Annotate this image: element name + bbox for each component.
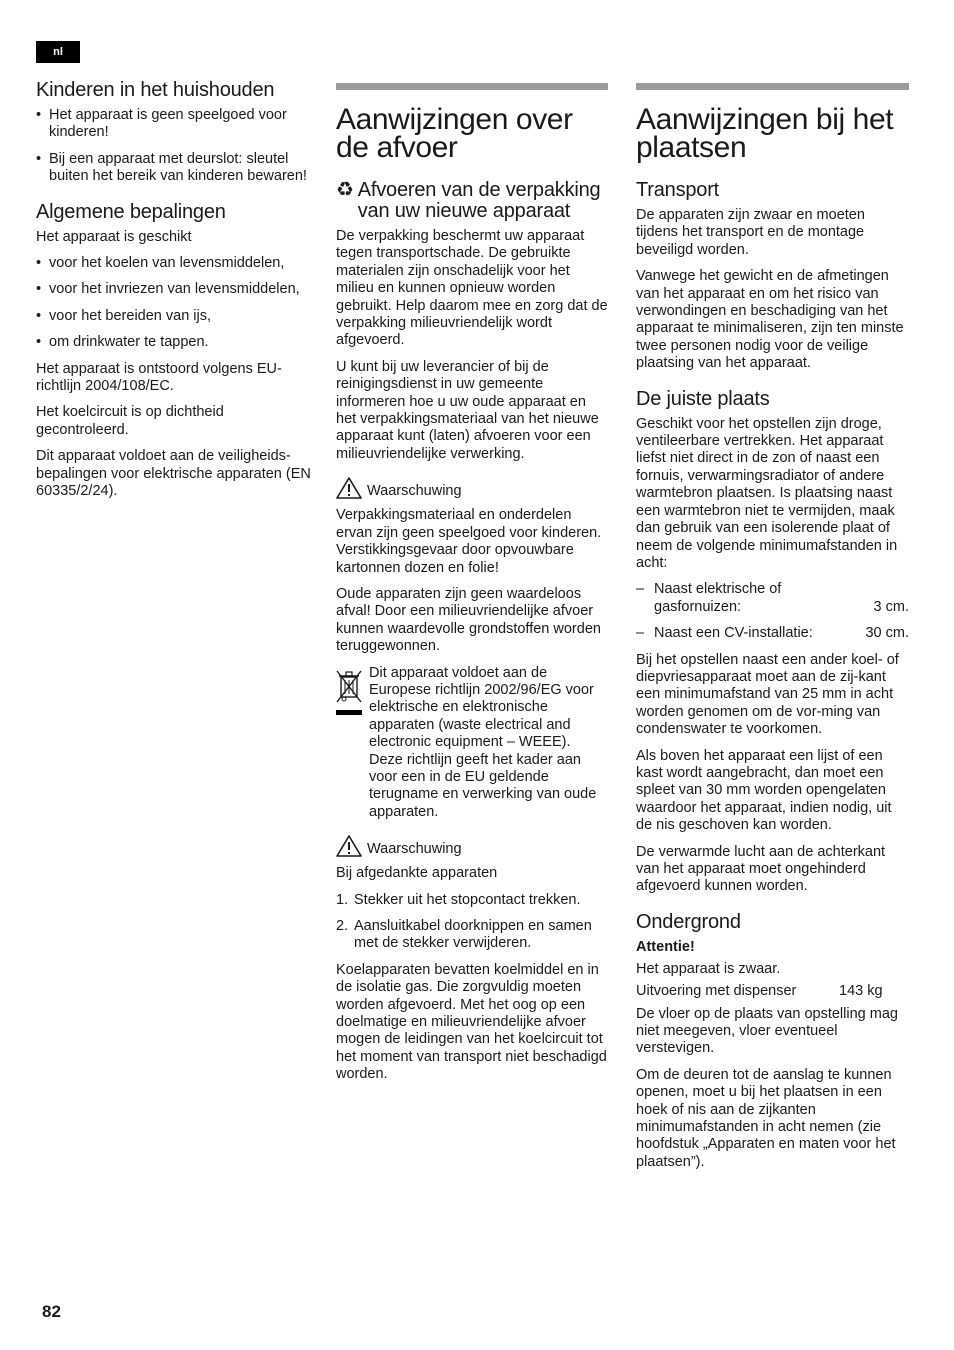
weee-notice [336,665,608,822]
column-left [36,80,316,510]
section-title-packaging [336,180,608,222]
paragraph: Als boven het apparaat een lijst of een kast wordt aangebracht, dan moet een spleet van 30 mm worden opengelaten waardoor het apparaat, indien nodig, uit de nis geschoven kan worden. [636,747,892,834]
section-rule [636,83,909,90]
list-item [336,892,608,909]
distance-value: 30 cm. [865,625,909,642]
step-text: Stekker uit het stopcontact trekken. [354,891,581,908]
disposal-steps [336,892,608,953]
warning-heading [336,835,608,857]
spec-label: Uitvoering met dispenser [636,983,797,1000]
paragraph: Bij afgedankte apparaten [336,865,498,882]
distance-label: Naast elektrische of gasfornuizen: [654,581,782,615]
language-tag: nl [36,41,80,63]
section-title-text: Afvoeren van de verpakking van uw nieuwe apparaat [357,179,601,222]
distance-value: 3 cm. [873,598,909,615]
paragraph: Dit apparaat voldoet aan de veiligheids-bepalingen voor elektrische apparaten (EN 60335/2/24). [36,448,311,500]
paragraph: Het apparaat is ontstoord volgens EU-richtlijn 2004/108/EC. [36,360,282,395]
dash: – [636,625,645,642]
paragraph: Geschikt voor het opstellen zijn droge, ventileerbare vertrekken. Het apparaat liefst niet direct in de zon of naast een fornuis, verwarmingsradiator of andere warmtebron plaatsen. Is plaatsing naast een warmtebron niet te vermijden, maak dan gebruik van een isolerende plaat of neem de volgende minimumafstanden in acht: [636,415,898,571]
list-item: • voor het koelen van levensmiddelen, [36,255,316,272]
list-item: • Bij een apparaat met deurslot: sleutel buiten het bereik van kinderen bewaren! [36,151,316,186]
warning-triangle-icon [336,477,362,499]
general-bullet-list [36,255,316,352]
section-title-ground: Ondergrond [636,910,741,933]
dash: – [636,581,645,598]
paragraph: Bij het opstellen naast een ander koel- of diepvriesapparaat moet aan de zij-kant een minimumafstand van 25 mm in acht worden genomen om de vor-ming van condenswater te voorkomen. [636,651,899,738]
warning-heading [336,477,608,499]
page-title-disposal: Aanwijzingen over de afvoer [336,103,573,164]
paragraph: Verpakkingsmateriaal en onderdelen ervan zijn geen speelgoed voor kinderen. Verstikkingsgevaar door opvouwbare kartonnen dozen en folie! [336,507,602,576]
page-title-placement: Aanwijzingen bij het plaatsen [636,103,894,164]
warning-label: Waarschuwing [367,841,462,858]
weight-spec [636,983,909,1000]
section-title-location: De juiste plaats [636,387,770,410]
paragraph: Het koelcircuit is op dichtheid gecontroleerd. [36,404,224,438]
paragraph: De vloer op de plaats van opstelling mag niet meegeven, vloer eventueel verstevigen. [636,1005,898,1057]
list-item: • voor het invriezen van levensmiddelen, [36,281,316,298]
children-bullet-list [36,107,316,186]
list-item [336,918,608,953]
list-item [636,581,909,616]
recycle-icon: ♻ [336,179,354,201]
paragraph: Oude apparaten zijn geen waardeloos afval! Door een milieuvriendelijke afvoer kunnen waardevolle grondstoffen worden teruggewonnen. [336,585,601,655]
column-middle [336,80,608,1093]
attention-label: Attentie! [636,938,695,955]
general-intro: Het apparaat is geschikt [36,228,192,245]
spec-value: 143 kg [839,983,883,1000]
list-item: • voor het bereiden van ijs, [36,308,316,325]
crossed-out-bin-icon [336,669,364,822]
paragraph: Het apparaat is zwaar. [636,960,781,977]
paragraph: U kunt bij uw leverancier of bij de reinigingsdienst in uw gemeente informeren hoe u uw oude apparaat en het verpakkingsmateriaal van het nieuwe apparaat kunt (laten) afvoeren voor een milieuvriendelijke verwerking. [336,358,599,462]
section-title-transport: Transport [636,179,720,201]
page-number: 82 [42,1302,61,1321]
section-title-general: Algemene bepalingen [36,200,226,223]
warning-label: Waarschuwing [367,483,462,500]
step-number: 1. [336,891,349,908]
paragraph: Om de deuren tot de aanslag te kunnen openen, moet u bij het plaatsen in een hoek of nis aan de zijkanten minimumafstanden in acht nemen (zie hoofdstuk „Apparaten en maten voor het plaatsen”). [636,1066,896,1170]
list-item: • Het apparaat is geen speelgoed voor kinderen! [36,107,316,142]
step-text: Aansluitkabel doorknippen en samen met de stekker verwijderen. [354,918,592,952]
paragraph: De verpakking beschermt uw apparaat tegen transportschade. De gebruikte materialen zijn onschadelijk voor het milieu en kunnen opnieuw worden gebruikt. Help daarom mee en zorg dat de verpakking milieuvriendelijk wordt afgevoerd. [336,228,608,349]
list-item: • om drinkwater te tappen. [36,334,316,351]
warning-triangle-icon [336,835,362,857]
paragraph: Vanwege het gewicht en de afmetingen van het apparaat en om het risico van verwondingen en beschadiging van het apparaat te minimaliseren, zijn ten minste twee personen nodig voor de veilige plaatsing van het apparaat. [636,268,904,372]
paragraph: De verwarmde lucht aan de achterkant van het apparaat moet ongehinderd afgevoerd kunnen worden. [636,843,886,895]
column-right [636,80,909,1180]
section-rule [336,83,608,90]
paragraph: Koelapparaten bevatten koelmiddel en in de isolatie gas. Die zorgvuldig moeten worden afgevoerd. Met het oog op een doelmatige en milieuvriendelijke afvoer mogen de leidingen van het koelcircuit tot het moment van transport niet beschadigd worden. [336,961,607,1083]
distance-label: Naast een CV-installatie: [654,625,813,642]
distance-list [636,581,909,642]
weee-text: Dit apparaat voldoet aan de Europese richtlijn 2002/96/EG voor elektrische en elektronische apparaten (waste electrical and electronic equipment – WEEE). Deze richtlijn geeft het kader aan voor een in de EU geldende terugname en verwerking van oude apparaten. [369,664,597,820]
list-item [636,625,909,642]
section-title-children: Kinderen in het huishouden [36,79,275,101]
step-number: 2. [336,918,349,934]
paragraph: De apparaten zijn zwaar en moeten tijdens het transport en de montage beveiligd worden. [636,207,865,258]
